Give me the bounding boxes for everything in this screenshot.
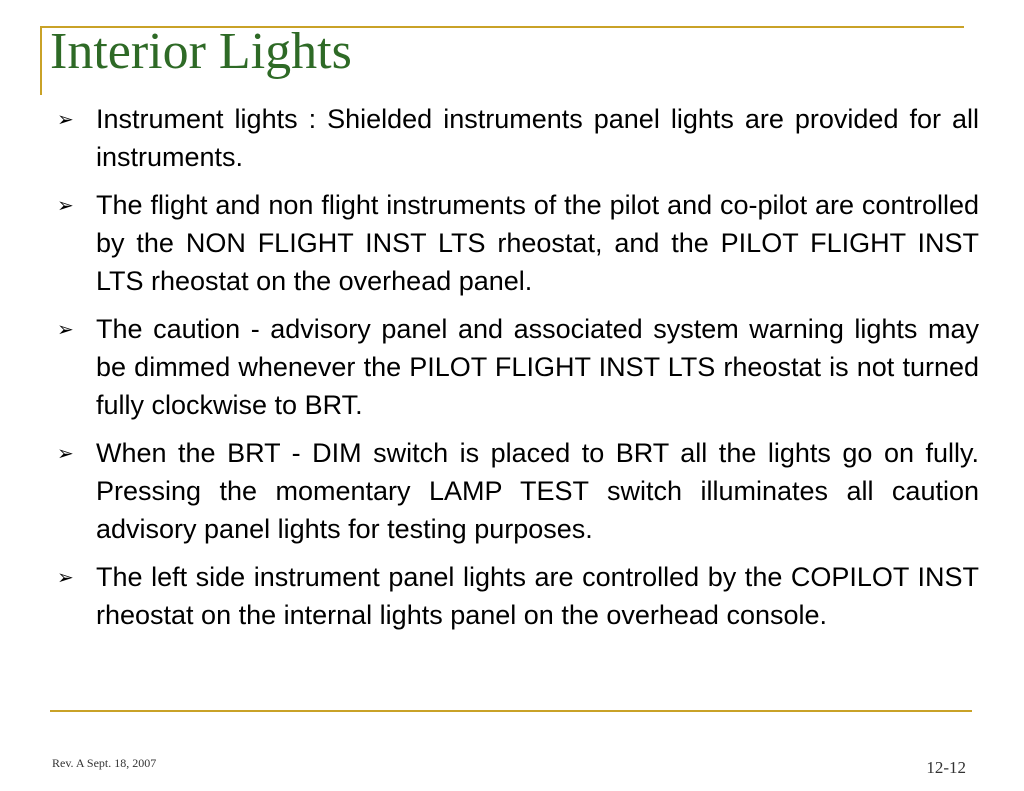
bullet-text: The flight and non flight instruments of the pilot and co-pilot are controlled by the NON FLIGHT INST LTS rheostat, and the PILOT FLIGHT INST LTS rheostat on the overhead panel. [96, 190, 979, 296]
bullet-text: The caution - advisory panel and associated system warning lights may be dimmed whenever the PILOT FLIGHT INST LTS rheostat is not turned fully clockwise to BRT. [96, 314, 979, 420]
bullet-text: When the BRT - DIM switch is placed to BRT all the lights go on fully. Pressing the momentary LAMP TEST switch illuminates all caution advisory panel lights for testing purposes. [96, 438, 979, 544]
arrow-bullet-icon: ➢ [57, 107, 74, 131]
left-accent-line [40, 27, 42, 95]
page-number: 12-12 [926, 758, 966, 777]
bullet-item [57, 186, 979, 300]
bullet-list [57, 100, 979, 644]
bullet-text: Instrument lights : Shielded instruments panel lights are provided for all instruments. [96, 104, 979, 172]
bullet-item [57, 434, 979, 548]
arrow-bullet-icon: ➢ [57, 193, 74, 217]
arrow-bullet-icon: ➢ [57, 441, 74, 465]
bullet-item [57, 310, 979, 424]
bottom-accent-line [50, 710, 972, 712]
revision-footer: Rev. A Sept. 18, 2007 [52, 756, 157, 770]
arrow-bullet-icon: ➢ [57, 317, 74, 341]
slide-title: Interior Lights [50, 23, 352, 80]
bullet-item [57, 558, 979, 634]
bullet-item [57, 100, 979, 176]
bullet-text: The left side instrument panel lights are controlled by the COPILOT INST rheostat on the internal lights panel on the overhead console. [96, 562, 979, 630]
arrow-bullet-icon: ➢ [57, 565, 74, 589]
